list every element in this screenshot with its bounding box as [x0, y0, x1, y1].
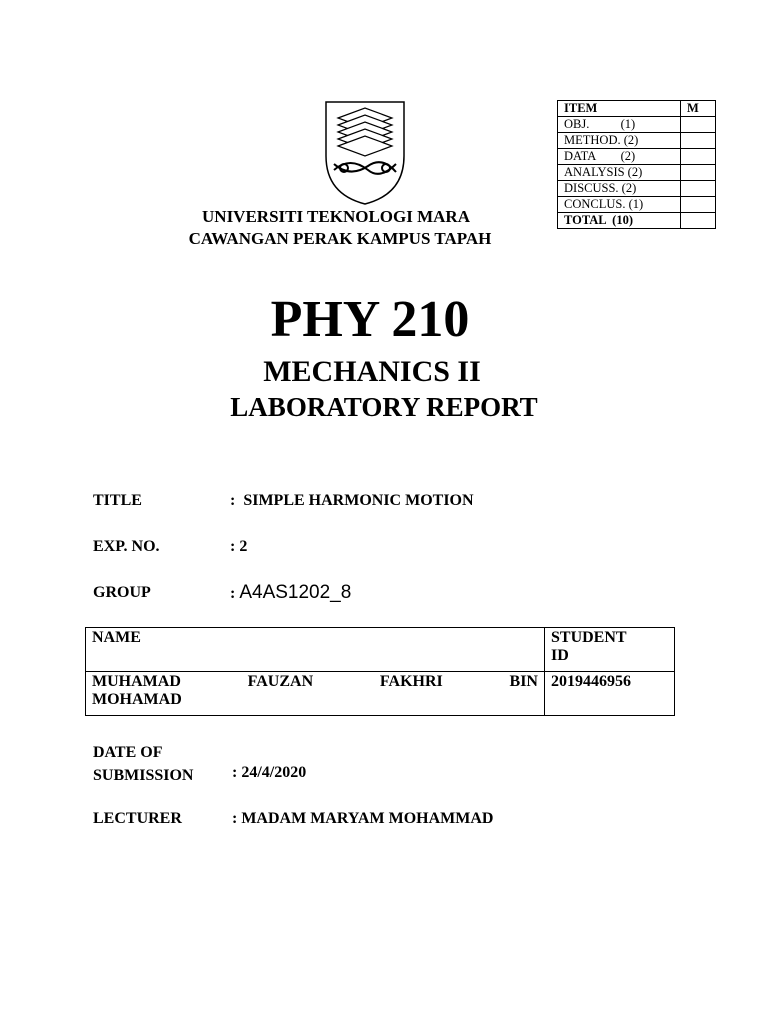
- student-table: [85, 627, 675, 716]
- marks-header-mark: M: [681, 101, 716, 117]
- marks-row: [558, 181, 716, 197]
- marks-row: [558, 197, 716, 213]
- marks-value: [681, 133, 716, 149]
- marks-item: OBJ. (1): [558, 117, 681, 133]
- group-value: A4AS1202_8: [239, 582, 352, 603]
- marks-table-header: [558, 101, 716, 117]
- student-name-line1: [92, 673, 538, 691]
- date-label-line1: DATE OF: [93, 744, 163, 761]
- marks-row: [558, 117, 716, 133]
- university-branch: CAWANGAN PERAK KAMPUS TAPAH: [188, 229, 492, 248]
- marks-row: [558, 149, 716, 165]
- marks-item: DATA (2): [558, 149, 681, 165]
- course-name: MECHANICS II: [263, 355, 481, 388]
- marks-row: [558, 165, 716, 181]
- name-header: NAME: [86, 628, 545, 672]
- report-type: LABORATORY REPORT: [230, 392, 538, 422]
- marks-total-label: TOTAL (10): [558, 213, 681, 229]
- group-label: GROUP: [93, 584, 151, 601]
- date-value: : 24/4/2020: [232, 764, 307, 781]
- group-value-wrap: [230, 582, 351, 604]
- marks-header-item: ITEM: [558, 101, 681, 117]
- lecturer-value: : MADAM MARYAM MOHAMMAD: [232, 810, 494, 827]
- student-id-header-line2: ID: [551, 647, 569, 664]
- student-id-header-line1: STUDENT: [551, 629, 627, 646]
- marks-total-value: [681, 213, 716, 229]
- marks-value: [681, 149, 716, 165]
- marks-value: [681, 197, 716, 213]
- title-value: : SIMPLE HARMONIC MOTION: [230, 492, 474, 509]
- marks-item: CONCLUS. (1): [558, 197, 681, 213]
- exp-no-label: EXP. NO.: [93, 538, 160, 555]
- marks-total-row: [558, 213, 716, 229]
- marks-item: METHOD. (2): [558, 133, 681, 149]
- marks-value: [681, 117, 716, 133]
- marks-row: [558, 133, 716, 149]
- marks-item: DISCUSS. (2): [558, 181, 681, 197]
- marks-value: [681, 181, 716, 197]
- name-part: MUHAMAD: [92, 673, 181, 690]
- student-row: [86, 672, 675, 716]
- title-label: TITLE: [93, 492, 142, 509]
- date-label: [93, 741, 193, 787]
- marks-value: [681, 165, 716, 181]
- group-colon: :: [230, 585, 240, 602]
- university-name: UNIVERSITI TEKNOLOGI MARA: [202, 207, 470, 226]
- course-code: PHY 210: [270, 291, 470, 348]
- exp-no-value: : 2: [230, 538, 248, 555]
- student-id: 2019446956: [545, 672, 675, 716]
- uitm-crest-icon: [320, 98, 410, 206]
- marks-item: ANALYSIS (2): [558, 165, 681, 181]
- name-part: FAUZAN: [247, 673, 314, 690]
- name-part: BIN: [509, 673, 538, 690]
- marks-table: [557, 100, 716, 229]
- date-label-line2: SUBMISSION: [93, 767, 194, 784]
- student-name-line2: MOHAMAD: [92, 691, 182, 708]
- name-part: FAKHRI: [379, 673, 443, 690]
- student-table-header: [86, 628, 675, 672]
- student-id-header: [545, 628, 675, 672]
- student-name: [86, 672, 545, 716]
- lecturer-label: LECTURER: [93, 810, 182, 827]
